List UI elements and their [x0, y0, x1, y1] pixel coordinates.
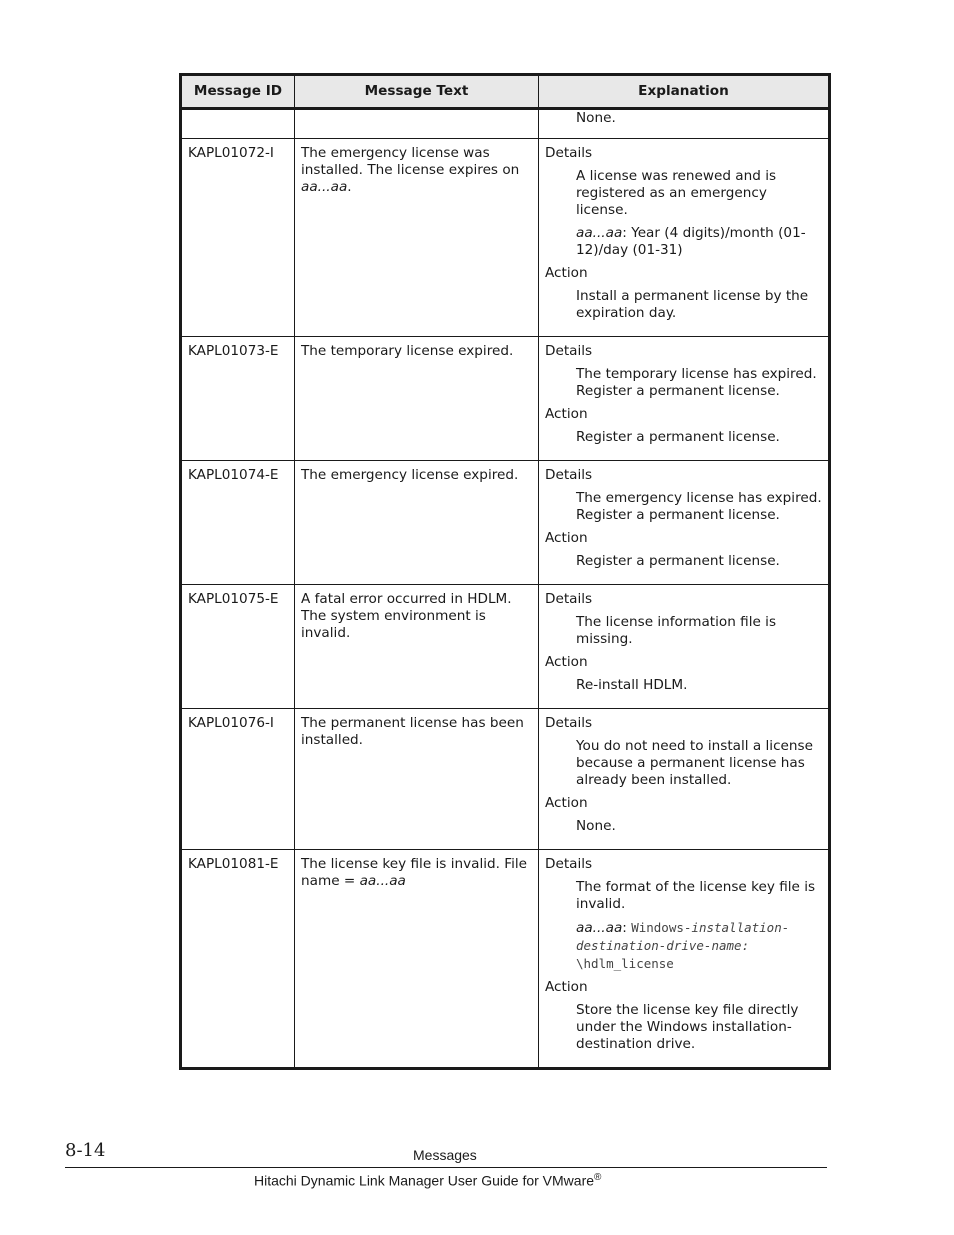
details-label: Details	[545, 145, 593, 161]
message-id: KAPL01073-E	[181, 337, 295, 461]
table-row-continuation	[181, 109, 830, 139]
message-text: A fatal error occurred in HDLM. The system environment is invalid.	[295, 585, 539, 709]
message-text: The license key file is invalid. File name = aa...aa	[295, 850, 539, 1069]
details-text: You do not need to install a license because a permanent license has already been installed.	[576, 738, 813, 788]
explanation	[539, 337, 830, 461]
action-text: Register a permanent license.	[576, 553, 780, 569]
message-text: The permanent license has been installed.	[295, 709, 539, 850]
details-text: The format of the license key file is invalid.	[576, 879, 816, 912]
header-message-id: Message ID	[181, 75, 295, 109]
footer-title: Hitachi Dynamic Link Manager User Guide for VMware®	[254, 1172, 602, 1189]
details-text: The license information file is missing.	[576, 614, 777, 647]
details-label: Details	[545, 467, 593, 483]
message-id: KAPL01074-E	[181, 461, 295, 585]
message-id: KAPL01076-I	[181, 709, 295, 850]
table-row	[181, 709, 830, 850]
header-message-text: Message Text	[295, 75, 539, 109]
action-text: Re-install HDLM.	[576, 677, 688, 693]
action-text: None.	[576, 818, 616, 834]
action-text: Store the license key file directly under the Windows installation-destination drive.	[576, 1002, 799, 1052]
action-text: Install a permanent license by the expiration day.	[576, 288, 809, 321]
details-label: Details	[545, 715, 593, 731]
table-row	[181, 139, 830, 337]
details-label: Details	[545, 856, 593, 872]
header-explanation: Explanation	[539, 75, 830, 109]
details-text: The emergency license has expired. Register a permanent license.	[576, 490, 822, 523]
footer-rule	[65, 1167, 827, 1168]
action-label: Action	[545, 406, 588, 422]
action-label: Action	[545, 795, 588, 811]
details-label: Details	[545, 343, 593, 359]
explanation	[539, 461, 830, 585]
details-label: Details	[545, 591, 593, 607]
table-header-row	[181, 75, 830, 109]
continued-explanation: None.	[576, 110, 616, 126]
variable-description: aa...aa: Windows-installation-destination-drive-name: \hdlm_license	[576, 920, 790, 971]
action-label: Action	[545, 530, 588, 546]
variable-description: aa...aa: Year (4 digits)/month (01-12)/day (01-31)	[576, 225, 806, 258]
explanation	[539, 585, 830, 709]
explanation	[539, 850, 830, 1069]
message-id: KAPL01075-E	[181, 585, 295, 709]
footer-section: Messages	[413, 1147, 477, 1163]
action-label: Action	[545, 654, 588, 670]
message-id: KAPL01072-I	[181, 139, 295, 337]
page-number: 8-14	[65, 1140, 106, 1161]
message-text: The temporary license expired.	[295, 337, 539, 461]
explanation	[539, 139, 830, 337]
action-label: Action	[545, 265, 588, 281]
details-text: The temporary license has expired. Register a permanent license.	[576, 366, 817, 399]
message-id: KAPL01081-E	[181, 850, 295, 1069]
explanation	[539, 709, 830, 850]
message-text: The emergency license was installed. The license expires on aa...aa.	[295, 139, 539, 337]
message-text: The emergency license expired.	[295, 461, 539, 585]
details-text: A license was renewed and is registered as an emergency license.	[576, 168, 777, 218]
action-text: Register a permanent license.	[576, 429, 780, 445]
table-row	[181, 585, 830, 709]
messages-table	[179, 73, 831, 1070]
action-label: Action	[545, 979, 588, 995]
table-row	[181, 461, 830, 585]
table-row	[181, 337, 830, 461]
table-row	[181, 850, 830, 1069]
